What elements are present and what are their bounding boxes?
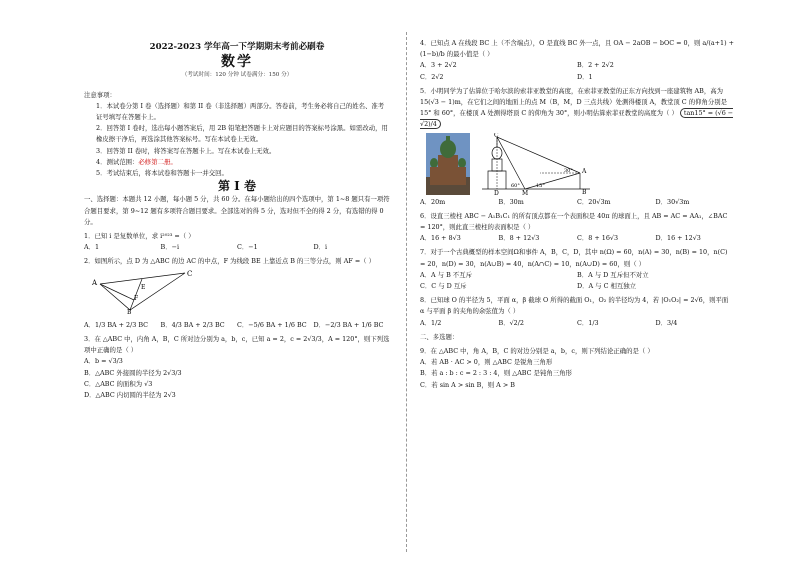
label-c: C — [494, 132, 499, 139]
question-stem: 9．在 △ABC 中，角 A，B，C 的对边分别是 a，b，c，则下列结论正确的是（ ） — [420, 347, 654, 356]
question-stem: 6．设直三棱柱 ABC − A₁B₁C₁ 的所有顶点都在一个表面积是 40π 的球面上，且 AB = AC = AA₁，∠BAC = 120°，则此直三棱柱的表面积是（ ） — [420, 211, 728, 232]
column-divider — [406, 32, 407, 552]
option-b: B．8 + 12√3 — [498, 234, 540, 243]
question-3 — [84, 334, 390, 401]
label-b: B — [582, 188, 587, 195]
triangle-figure — [90, 270, 390, 318]
question-stem: 2．如图所示，点 D 为 △ABC 的边 AC 的中点，F 为线段 BE 上靠近点 B 的三等分点，则 AF =（ ） — [84, 257, 375, 266]
label-c: C — [187, 269, 193, 278]
exam-info: （考试时间：120 分钟 试卷满分：150 分） — [181, 72, 293, 79]
options-row — [420, 270, 734, 281]
label-a: A — [92, 278, 98, 287]
label-d: D — [494, 189, 499, 195]
notice-block — [84, 90, 390, 180]
section-title: 第 I 卷 — [218, 179, 256, 194]
option-a: A．1/2 — [420, 318, 442, 327]
label-e: E — [141, 283, 146, 291]
label-f: F — [134, 294, 139, 302]
question-stem: 1．已知 i 是复数单位，求 i²⁰²³ =（ ） — [84, 232, 195, 241]
options-row — [420, 197, 734, 208]
tan-hint: tan15° = (√6 − √2)/4 — [420, 109, 734, 129]
church-photo — [426, 133, 470, 195]
question-8 — [420, 295, 734, 329]
option-b: B．2 + 2√2 — [577, 61, 614, 70]
option-c: C．若 sin A > sin B，则 A > B — [420, 380, 515, 389]
notice-header: 注意事项： — [84, 90, 116, 99]
option-d: D．i — [313, 243, 328, 252]
question-5 — [420, 86, 734, 208]
triangle-outline — [100, 273, 185, 310]
question-9 — [420, 346, 734, 391]
option-b: B．30m — [498, 197, 524, 206]
angle-15: 15° — [536, 182, 545, 189]
options-row — [84, 242, 390, 253]
option-b: B．A 与 D 互斥但不对立 — [577, 270, 649, 279]
option-c: C．△ABC 的面积为 √3 — [84, 379, 153, 388]
option-a: A．b = √3/3 — [84, 357, 123, 366]
label-b: B — [127, 308, 132, 314]
right-column — [420, 28, 734, 553]
option-c: C．2√2 — [420, 72, 444, 81]
option-a: A．3 + 2√2 — [420, 61, 457, 70]
label-m: M — [522, 189, 529, 195]
elevation-diagram — [480, 133, 600, 195]
angle-60: 60° — [511, 182, 520, 189]
options-row — [420, 281, 734, 292]
question-2 — [84, 256, 390, 331]
option-d: D．1 — [577, 72, 593, 81]
notice-item: 2．回答第 I 卷时，选出每小题答案后，用 2B 铅笔把答题卡上对应题目的答案标号涂黑。如需改动，用橡皮擦干净后，再选涂其他答案标号。写在本试卷上无效。 — [96, 124, 388, 144]
left-column — [84, 28, 390, 553]
question-stem: 7．对于一个古典概型的样本空间Ω和事件 A，B，C，D，其中 n(Ω) = 60，n(A) = 30，n(B) = 10，n(C) = 20，n(D) = 30，n(A∪B) = 40，n(A∩C) = 10，n(A∪D) = 60，则（ ） — [420, 248, 728, 268]
option-c: C．20√3m — [577, 197, 611, 206]
option-d: D．3/4 — [655, 318, 678, 327]
option-b: B．△ABC 外接圆的半径为 2√3/3 — [84, 368, 182, 377]
notice-item: 5．考试结束后，将本试卷和答题卡一并交回。 — [96, 169, 228, 178]
label-a: A — [582, 167, 587, 175]
question-1 — [84, 231, 390, 253]
question-7 — [420, 247, 734, 292]
options-row — [84, 320, 390, 331]
part1-intro: 一、选择题：本题共 12 小题，每小题 5 分，共 60 分。在每小题给出的四个选项中，第 1~8 题只有一项符合题目要求，第 9~12 题有多项符合题目要求。全部选对的得 5 分，选对但不全的得 2 分，有选错的得 0 分。 — [84, 195, 390, 226]
option-c: C．8 + 16√3 — [577, 234, 619, 243]
notice-item: 3．回答第 II 卷时，将答案写在答题卡上。写在本试卷上无效。 — [96, 146, 276, 155]
church-figure — [426, 133, 734, 195]
option-d: D．△ABC 内切圆的半径为 2√3 — [84, 391, 176, 400]
question-stem: 8．已知球 O 的半径为 5，平面 α，β 截球 O 所得的截面 O₁，O₂ 的半径均为 4，若 |O₁O₂| = 2√6，则平面 α 与平面 β 的夹角的余弦值为（ ） — [420, 296, 729, 316]
part2-title: 二、多选题： — [420, 332, 459, 341]
question-4 — [420, 38, 734, 83]
option-a: A．A 与 B 不互斥 — [420, 270, 472, 279]
option-b: B．√2/2 — [498, 318, 524, 327]
notice-item: 1．本试卷分第 I 卷（选择题）和第 II 卷（非选择题）两部分。答卷前，考生务必将自己的姓名、准考证号填写在答题卡上。 — [96, 101, 385, 122]
option-b: B．−i — [160, 243, 179, 252]
question-6 — [420, 211, 734, 245]
angle-30: 30° — [564, 167, 573, 174]
option-c: C．−5/6 BA + 1/6 BC — [237, 320, 307, 329]
option-b: B．4/3 BA + 2/3 BC — [160, 320, 225, 329]
options-row — [420, 60, 734, 71]
option-d: D．30√3m — [655, 197, 690, 206]
segment-af — [100, 284, 134, 300]
option-b: B．若 a : b : c = 2 : 3 : 4，则 △ABC 是钝角三角形 — [420, 369, 572, 378]
subject-title: 数学 — [221, 54, 253, 71]
test-scope: 必修第二册。 — [138, 157, 177, 166]
question-stem: 3．在 △ABC 中，内角 A，B，C 所对边分别为 a，b，c，已知 a = 2，c = 2√3/3，A = 120°，则下列选项中正确的是（ ） — [84, 335, 390, 355]
question-stem: 5．小明同学为了估算位于哈尔滨的索菲亚教堂的高度，在索菲亚教堂的正东方向找到一座建筑物 AB，高为 15(√3 − 1)m，在它们之间的地面上的点 M（B，M，D 三点共线）处测得楼顶 A，教堂顶 C 的仰角分别是 15° 和 60°，在楼顶 A 处测得塔顶 C 的仰角为 30°，则小明估算索菲亚教堂的高度为（ ） tan15° = (√6 − √2)/4 — [420, 86, 734, 129]
option-a: A．若 AB · AC > 0，则 △ABC 是锐角三角形 — [420, 358, 553, 367]
option-d: D．A 与 C 相互独立 — [577, 282, 637, 291]
option-d: D．16 + 12√3 — [655, 234, 701, 243]
option-a: A．20m — [420, 197, 446, 206]
option-a: A．16 + 8√3 — [420, 234, 461, 243]
option-a: A．1 — [84, 243, 100, 252]
option-d: D．−2/3 BA + 1/6 BC — [313, 320, 384, 329]
notice-item: 4．测试范围：必修第二册。 — [96, 157, 177, 166]
option-c: C．C 与 D 互斥 — [420, 282, 467, 291]
option-c: C．1/3 — [577, 318, 599, 327]
paper-title: 2022-2023 学年高一下学期期末考前必刷卷 — [149, 42, 325, 52]
options-row — [420, 72, 734, 83]
option-a: A．1/3 BA + 2/3 BC — [84, 320, 149, 329]
question-stem: 4．已知点 A 在线段 BC 上（不含端点），O 是直线 BC 外一点，且 OA − 2aOB − bOC = 0，则 a/(a+1) + (1−b)/b 的最小值是（ ） — [420, 39, 734, 59]
options-row — [420, 318, 734, 329]
options-row — [420, 233, 734, 244]
option-c: C．−1 — [237, 243, 258, 252]
